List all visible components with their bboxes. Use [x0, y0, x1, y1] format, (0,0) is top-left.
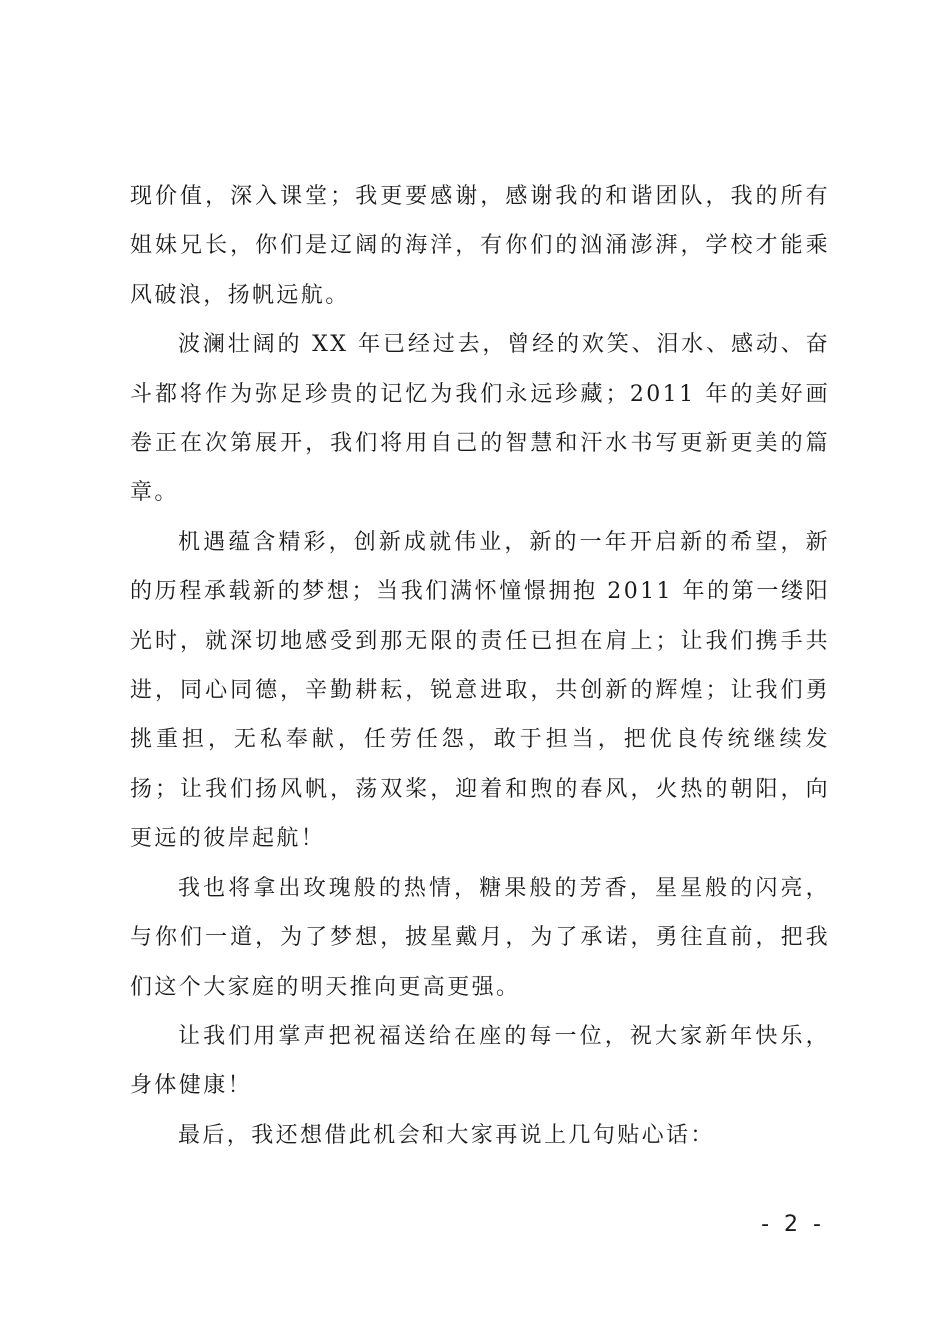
page-number: - 2 - [761, 1212, 825, 1237]
paragraph: 让我们用掌声把祝福送给在座的每一位，祝大家新年快乐，身体健康！ [130, 1023, 830, 1099]
paragraph: 最后，我还想借此机会和大家再说上几句贴心话： [178, 1122, 715, 1148]
paragraph: 我也将拿出玫瑰般的热情，糖果般的芳香，星星般的闪亮，与你们一道，为了梦想，披星戴月，为了承诺，勇往直前，把我们这个大家庭的明天推向更高更强。 [130, 875, 830, 1000]
document-body [130, 172, 830, 1160]
paragraph: 机遇蕴含精彩，创新成就伟业，新的一年开启新的希望，新的历程承载新的梦想；当我们满怀憧憬拥抱 2011 年的第一缕阳光时，就深切地感受到那无限的责任已担在肩上；让我们携手共进，同心同德，辛勤耕耘，锐意进取，共创新的辉煌；让我们勇挑重担，无私奉献，任劳任怨，敢于担当，把优良传统继续发扬；让我们扬风帆，荡双桨，迎着和煦的春风，火热的朝阳，向更远的彼岸起航！ [130, 529, 830, 852]
paragraph: 波澜壮阔的 XX 年已经过去，曾经的欢笑、泪水、感动、奋斗都将作为弥足珍贵的记忆为我们永远珍藏；2011 年的美好画卷正在次第展开，我们将用自己的智慧和汗水书写更新更美的篇章。 [130, 332, 830, 506]
paragraph-continuation: 现价值，深入课堂；我更要感谢，感谢我的和谐团队，我的所有姐妹兄长，你们是辽阔的海洋，有你们的汹涌澎湃，学校才能乘风破浪，扬帆远航。 [130, 184, 830, 308]
